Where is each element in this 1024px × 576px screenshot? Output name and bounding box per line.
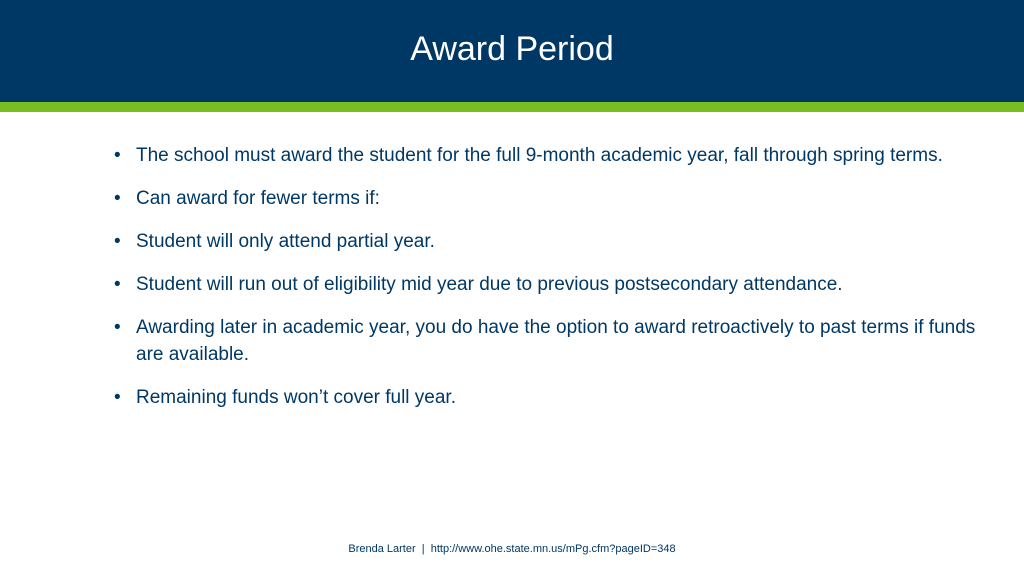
bullet-text: The school must award the student for the full 9-month academic year, fall through spring terms. [136, 145, 943, 166]
bullet-dot-icon: • [114, 231, 121, 252]
bullet-dot-icon: • [114, 274, 121, 295]
bullet-list [112, 142, 992, 427]
bullet-dot-icon: • [114, 188, 121, 209]
slide-footer: Brenda Larter | http://www.ohe.state.mn.us/mPg.cfm?pageID=348 [348, 543, 676, 555]
title-bar [0, 0, 1024, 102]
bullet-text: Student will only attend partial year. [136, 231, 435, 252]
bullet-item [112, 185, 992, 212]
bullet-dot-icon: • [114, 145, 121, 166]
bullet-item [112, 228, 992, 255]
bullet-item [112, 384, 992, 411]
bullet-dot-icon: • [114, 317, 121, 338]
bullet-text: Student will run out of eligibility mid year due to previous postsecondary attendance. [136, 274, 843, 295]
accent-strip [0, 102, 1024, 112]
bullet-item [112, 142, 992, 169]
bullet-text: Awarding later in academic year, you do have the option to award retroactively to past terms if funds are available. [136, 317, 976, 365]
bullet-text: Can award for fewer terms if: [136, 188, 380, 209]
bullet-text: Remaining funds won’t cover full year. [136, 387, 456, 408]
bullet-item [112, 271, 992, 298]
slide-title: Award Period [410, 30, 614, 68]
bullet-item [112, 314, 992, 368]
bullet-dot-icon: • [114, 387, 121, 408]
